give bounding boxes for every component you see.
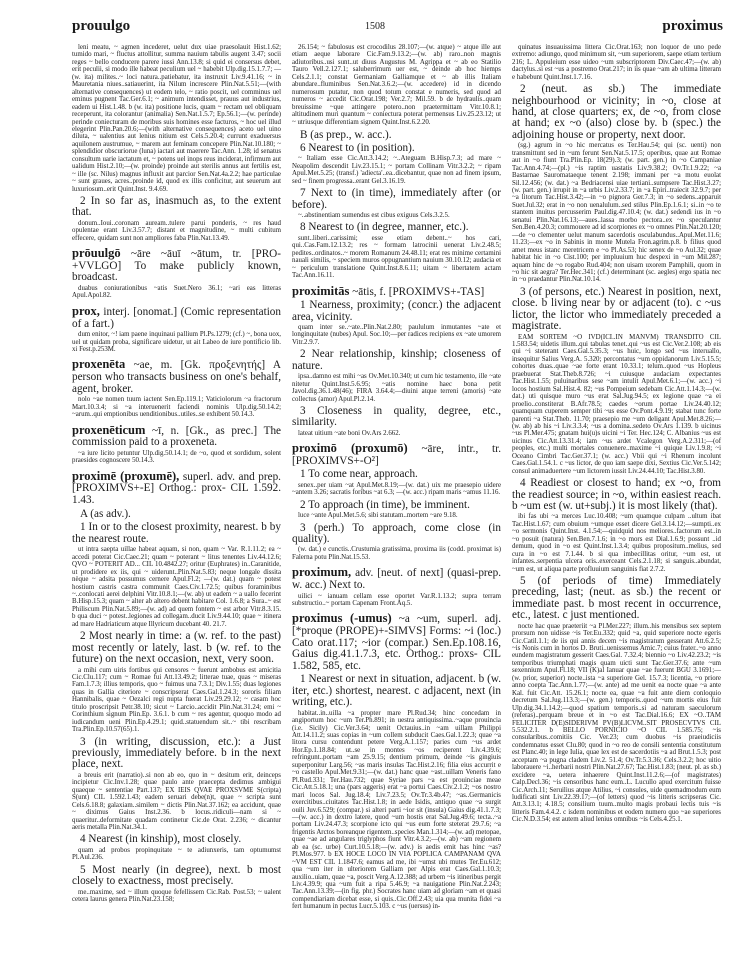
citation-block: quam ad probos propinquitate ~ te adiunxeris, tam optumumst Pl.Aul.236. [72, 846, 281, 862]
citation-block: (sg.) agrum in ~o hic mercatus es Ter.Hau.54; qui (sc. uenti) non transmittunt sed in ~um ferunt Sen.Nat.5.17.5; operibus, quae aut Romae aut in ~o fiunt Tra.Plin.Ep. 18(29).3; (w. part. gen.) in ~o Campaniae Tac.Ann.4.74;—(pl.) ~is raptim uastatis Liv.9.38.2; Ov.Tr.1.9.22; ~a Bastarnae Sauromataeque tenent 2.198; immani per ~a motu euolat Sil.12.456; (w. dat.) ~a Bedriacensi uiae tertiani..sumpsere Tac.Hist.3.27; (w. part. gen.) irrupit in ~a urbis Liv.2.33.7; in ~a Epiri..traiecit 32.9.7; per ~a litorum Tac.Hist.3.42;—in ~o pignora Ger.7.3; in ~o sedens..apparuit Suet.Jul.32; erat in ~o non uenalulum..sed stilus Plin.Ep.1.6.1; si..in ~o te stantem inuitus percusserim Paul.dig.47.10.4; (w. dat.) sedendi ius in ~o senatui Plin.Nat.16.13;—aues..lassa morbo pectora..ex ~o speculantur Sen.Ben.4.20.3; commouere ad id scorpiones ex ~o omnes Plin.Nat.20.120;—de ~o clementer uelut manum sacerdotis osculabundus..Apul.Met.11.6; 11.23;—ex ~o in Sabinis in monte Mutela Fron.agrim.p.8. b filius quod amet meus istanc meretricem e ~o Pl.As.53; hic senex de ~o Aul.32; quae habitat hic in ~o Cist.100; per impluuium huc despexi in ~um Mil.287; aquam hinc de ~o rogabo Rud.404; non uisam uxorem Pamphili, quom in ~o hic sit aegra? Ter.Hec.341; (cf.) determinant (sc. aegles) ergo spatia nec in ~o praedantur Plin.Nat.10.14. [512, 142, 721, 284]
dictionary-entry-head [292, 567, 501, 591]
sense-definition: 3 (of persons, etc.) Nearest in position, next, close. b living near by or adjacent (to). c ~us lictor, the lictor who immediately preceded a magistrate. [512, 285, 721, 333]
sense-definition: 2 To approach (in time), be imminent. [300, 498, 470, 511]
citation-block: ~ Italiam esse Cic.Att.3.14.2; ~..Ateguam B.Hisp.7.3; ad mare ~ Neapolim descendit Liv.23.15.1; ~ portam Collinam Vitr.3.2.2; ~ ripam Apul.Met.5.25; (transf.) 'adiecta'..ea..dicebantur, quae non ad finem ipsum, sed ~ finem progressa..erant Gel.3.16.19. [292, 155, 501, 185]
citation-block: duabus coniurationibus ~atis Suet.Nero 36.1; ~ari eas litteras Apul.Apol.82. [72, 285, 281, 300]
citation-block: uilici ~ ianuam cellam esse oportet Var.R.1.13.2; supra terram substructio..~ portam Capenam Front.Aq.5. [292, 592, 501, 607]
left-guide-word: prouulgo [72, 18, 131, 34]
citation-block: sunt..liberi..carissimi; esse etiam debent..~ hos cari, qui..Cas.Fam.12.13.2; res ~ formam latrocinii uenerat Liv.2.48.5; pedites..ordinatos..~ morem Romanum 24.48.11; erat res minime certamini nauali similis, ~ speciem muros oppugnantium nauium 30.10.12; audacia et ~ periculum translatione Quint.Inst.8.6.11; uitam ~ libertatem actam Tac.Ann.16.11. [292, 234, 501, 280]
sense-definition: 4 Readiest or closest to hand; ex ~o, from the readiest source; in ~o, within easiest reach. b ~um est (w. ut+subj.) it is most likely (that). [512, 477, 721, 512]
entry-etymology: ~ae, m. [Gk. προξενητής] A person who transacts business on one's behalf, agent, broker. [72, 359, 281, 395]
sense-definition: 1 Nearest or next in situation, adjacent. b (w. iter, etc.) shortest, nearest. c adjacent, next (in writing, etc.). [292, 673, 501, 709]
sense-definition: 1 To come near, approach. [300, 468, 418, 481]
entry-etymology: ~ī, n. [Gk., as prec.] The commission paid to a proxeneta. [72, 424, 281, 449]
entry-etymology: ~a ~um, superl. adj. [*proque (PROPE)+-SIMVS] Forms: ~i (loc.) Cato orat.117; ~ior (compar.) Sen.Ep.108.16, Gaius dig.41.1.7.3, etc. Orthog.: proxs- CIL 1.582, 585, etc. [292, 613, 501, 672]
column-left [72, 44, 281, 906]
citation-block: quinatus insuauissima littera Cic.Orat.163; non loquor de uno pede extremo: adiungo, quod minimum sit, ~um superiorem, saepe etiam tertium 216; L. Appuleium esse uideo ~um subscriptorem Div.Caec.47;—(w. ab) dactylus..si est ~us a postremo Orat.217; in iis quae ~am ab ultima litteram e habebunt Quint.Inst.1.7.16. [512, 44, 721, 81]
citation-block: leni meatu, ~ agmen incederet, uelut dux uiae praesolauit Hist.1.62; tumido mari, ~ fluctus attollitur, summa nauium tabulis augent 3.47; socii reges ~ bello conducere parere iussi Ann.13.8; si quid ei consersus debet, erit peculii, si modo ille habeat peculium uel ~ habebit Ulp.dig.15.1.7.7; —(w. ita) milites..~ loci natura..patiebatur, ita instruxit Liv.9.41.16; ~ in Mauretania niues..satiauerint, ita Nilum increscere Plin.Nat.5.51;—(with alternative consequences) ut eodem telo, ~ ratio poscit, uel comminus uel eminus pugnent Tac.Ger.6.1; ~ animum intendisset, prauus aut industrius, eadem ui Hist.1.48. b (w. ita) positione lucis, quam ~ rectam uel obliquam receperunt, ita colorantur (animalia) Sen.Nat.1.5.7; Ep.56.1;—(w. perinde) perinde coniecturam de moribus suis homines esse facturos, ~ hoc uel illud elegerint Plin.Pan.20.6;—(with alternative consequences) aceto uel uino diluta, ~ ualentius aut lenius nitium est Cels.5.20.4; currunt exaduersus aquilonem austrumue, ~ marem aut feminam concepere Plin.Nat.10.180; ~ splendidior obscuriorue (luna) iactari aut maerere Tac.Ann. 1.28; id senatus consultum uarie iactatum et, ~ potens uel inops reus inciderat, infirmum aut ualidum Hist.2.10;—(w. proinde) proinde aut sterilis annus aut fertilis est, ~ ille (sc. Nilus) magnus influxit aut parcior Sen.Nat.4a.2.2; hae particulae ~ sunt graues, acres..proinde id, quod ex illis conficitur, aut seuerum aut luxuriosum..erit Quint.Inst. 9.4.69. [72, 44, 281, 193]
citation-block: lateat uitium ~ate boni Ov.Ars 2.662. [298, 429, 401, 437]
headword: proximitās [292, 283, 350, 298]
section-label: A (as adv.). [80, 508, 131, 521]
headword: prox, [72, 303, 100, 318]
column-middle [292, 44, 501, 914]
sense-definition: 2 Near relationship, kinship; closeness of nature. [292, 348, 501, 372]
entry-etymology: ~ātis, f. [PROXIMVS+-TAS] [349, 285, 485, 298]
entry-etymology: adv. [neut. of next] (quasi-prep. w. acc.) Next to. [292, 567, 501, 591]
citation-block: a mihi cum uiris fortibus qui censores ~ fuerunt ambobus est amicitia Cic.Clu.117; cum ~ Romae fui Att.13.49.2; litterae tuae, quas ~ miseras Fam.1.7.3; illius temporis, quo ~ fuimus una 7.3.1; Div.1.55; duas legiones quas in Gallia citeriore ~ conscripserat Caes.Gal.1.24.3; sororis filiam Hannibalis, quae ~ Oezalci regi nupta fuerat Liv.29.29.12; ~ casam hoc titulo proscripsit Petr.38.10; sicut ~ Larcio..accidit Plin.Nat.31.24; emi ~ Corinthium signum Plin.Ep. 3.6.1. b cum ~ res agentur, quoquo modo ad iudicandum ueni Plin.Ep.4.29.1; quid..statuendum sit..~ tibi rescribam Tra.Plin.Ep.10.57(65).1. [72, 666, 281, 734]
sense-definition: 5 Most nearly (in degree), next. b most closely to exactness, most precisely. [72, 863, 281, 888]
sense-definition: 3 (in writing, discussion, etc.): a Just previously, immediately before. b in the next place, next. [72, 735, 281, 771]
citation-block: ipsa..damno est mihi ~as Ov.Met.10.340; ut cum hic testamento, ille ~ate nitetur Quint.Inst.5.6.95; ~atis nomine haec bona petit Javol.dig.36.1.48(46); FIRA 3.64.4;—diuini atque terreni (amoris) ~ate collectus (amor) Apul.Pl.2.14. [292, 373, 501, 403]
citation-block: donum..Ioui..coronam auream..tulere parui ponderis, ~ res haud opulentae erant Liv.3.57.7; distant et magnitudine, ~ multi cubitum effecere, quidam sunt non ampliores faba Plin.Nat.13.49. [72, 219, 281, 242]
dictionary-entry-head [72, 359, 281, 395]
right-guide-word: proximus [662, 18, 723, 34]
citation-block: dum enitor, ~! iam paene inquinaui pallium Pl.Ps.1279; (cf.) ~, bona uox, uel ut quidam proba, significare uidetur, ut ait Labeo de iure pontificio lib. xi Fest.p.253M. [72, 331, 281, 354]
page-number: 1508 [365, 21, 385, 32]
citation-block: ~..abstinentiam sumendus est cibus exiguus Cels.3.2.5. [298, 212, 450, 220]
entry-etymology: ~āre, intr., tr. [PROXIMVS+-O²] [292, 443, 502, 467]
citation-block: luce ~ante Apul.Met.5.6; sibi statutam..mortem ~are 9.18. [298, 512, 458, 520]
citation-block: (w. dat.) e cunctis..Crustumia gratissima, proxima iis (codd. proximat is) Falerna potu Plin.Nat.15.53. [292, 546, 501, 561]
sense-definition: 8 Nearest to (in degree, manner, etc.). [300, 221, 469, 234]
citation-block: me..maxime, sed ~ illum quoque fefellissem Cic.Rab. Post.53; ~ ualent cetera laurus genera Plin.Nat.23.158; [72, 888, 281, 903]
citation-block: quam inter se..~ate..Plin.Nat.2.80; paululum inmutantes ~ate et longinquitate (nubes) Apul. Soc.10;—per radices recipiens ex ~ate umorem Vitr.2.9.7. [292, 324, 501, 346]
headword: proximum, [292, 565, 352, 580]
citation-block: ~a iure licito petuntur Ulp.dig.50.14.1; de ~o, quod et sordidum, solent praesides cognoscere 50.14.3. [72, 449, 281, 465]
citation-block: senex..per uiam ~at Apul.Met.8.19;—(w. dat.) uix me praesepio uidere ~antem 3.26; sacratis foribus ~at 6.3; —(w. acc.) ripam maris ~amus 11.16. [292, 481, 501, 497]
dictionary-entry-head [292, 613, 501, 672]
sense-definition: 1 In or to the closest proximity, nearest. b by the nearest route. [72, 521, 281, 545]
sense-definition: 2 In so far as, inasmuch as, to the extent that. [72, 195, 281, 219]
citation-block: nocte hac quae praeteriit ~a Pl.Mer.227; illum..his mensibus sex septem prorsum non uidisse ~is Ter.Eu.332; quid ~a, quid superiore nocte egeris Cic.Catil.1.1; de iis qui annis decem ~is magistratum gesserant Att.6.2.5; ~is Nonis cum in hortos D. Bruti..uenissemus Amic.7; cuius frater..~o anno eundem magistratum gesserit Caes.Gal. 7.32.4; biennio ~o Liv.42.23.2; ~is temporibus triumphati magis quam uicti sunt Tac.Ger.37.6; ante ~um sexennium Apul.Fl.18; VII (K)al Ianuar quae ~ae fuerunt BGU 3.1691;—(w. prior, superior) nocte..ista ~a superiore Gel. 15.7.3; licentia, ~o priore anno coepta Tac.Ann.1.77;—(w. ante) ad me uenit ea nocte quae ~a ante Kal. fuit Cic.Att. 15.26.1; nocte ea, quae ~a fuit ante diem conloquio decretum Sal.Jug.113.3;—(w. gen.) temporis..quod ~um mortis eius fuit Ulp.dig.34.1.14.2;—quod spatium temporis..si ad naturam saeculorum (referas)..perquam breue et in ~o est Tac.Dial.16.6; EX ~O..TAM FELICITER D(E)SIDERIVM PV(B)LICVM..SIT PROSECVTVS CIL 5.532.2.1. b BELLO PORNICIO ~O CIL 1.585.75; ~is consularibus..comitiis Cic. Ver.23; cum duobus ~is praeiudiciis condemnatus esset Clu.80; quod in ~o reo de consili sententia constitutum est Planc.40; in lege Iulia, quae lex est de sacerdotiis ~a ad Brut.1.5.3; post acceptam ~a pugna cladem Liv.2. 51.4; Ov.Tr.5.3.36; Cels.3.2.2; hoc uitio laborauere ~i..herbarii nostri Plin.Nat.27.67; Tac.Hist.1.83; (neut. pl. as sb.) excidere ~a, uetera inhaerere Quint.Inst.11.2.6;—(of magistrates) Calp.Decl.36; ~is censoribus hanc eum..L. Lucullo apud exercitum fuisse Cic.Arch.11; Seruilius atque Atilius, ~i consules, uide quemadmodum eum ludificati sint Liv.22.39.17;—(of letters) quod ~is litteris scripseras Cic. Att.3.13.1; 4.18.5; consilium tuum..multo magis probaui lectis tuis ~is litteris Fam.4.4.2. c isdem nominibus et eodem numero quo ~ae superiores Cic.N.D.3.54; est autem aliud lenius omnibus ~is Cels.4.25.1. [512, 622, 721, 824]
sense-definition: 4 Nearest (in kinship), most closely. [80, 833, 242, 846]
sense-definition: 2 Most nearly in time: a (w. ref. to the past) most recently or lately, last. b (w. ref. to the future) on the next occasion, next, very soon. [72, 630, 281, 666]
column-right [512, 44, 721, 827]
citation-block: a breuis erit (narratio)..si non ab eo, quo in ~ desitum erit, deinceps incipietur Cic.Inv.1.28; quae paulo ante praecepta dedimus ambigui quaeque ~ sententiae Part.137; EX IEIS QVAE PROXSVME S(cripta) S(unt) CIL 1.592.1.43; eadem seruari debe(n)t, quae ~ scripta sunt Cels.6.18.8; galaxiam..similem ~ dictis Plin.Nat.37.162; ea accidunt, quae ~ diximus Gaius Inst.2.36. b locus..ridiculi—nam si ~ quaeritur..deformitate quadam continetur Cic.de Orat. 2.236; ~ dicantur aeris metalla Plin.Nat.34.1. [72, 771, 281, 831]
dictionary-entry-head [72, 248, 281, 284]
dictionary-entry-head [72, 422, 281, 449]
citation-block: EAM SORTEM ~O IVD(ICI..IN MANVM) TRANSDITO CIL 1.583.54; uidetis illum..qui tabulas tenet..qui ~us est Cic.Ver.2.108; ab eis qui ~i steterant Caes.Gal.5.35.3; ~us huic, longo sed ~us interuallo, insequitur Salius Verg.A. 5.320; percontatus ~um oppidanorum Liv.5.15.5; cohortes duas..quae ~ae forte erant 10.33.1; telum..quod ~us Hopleus praebuerat Stat.Theb.8.726; ~i cuiusque audaciam expectantes Tac.Hist.1.55; puluinaribus sese ~am intulit Apul.Met.6.1;—(w. acc.) ~i locos hostium Sal.Hist.4. 82; ~us Pompeium sedebam Cic.Att.1.14.3;—(w. dat.) uti quisque muro ~us erat Sal.Jug.94.5; ex legione quae ~a ei proelio..constiterat B.Afr.78.5; caedes ~orum portae Liv.24.40.12; quamquam cuperem semper tibi ~us esse Ov.Pont.4.9.19; stabat tunc forte parenti ~a Stat.Theb. 11.70; praesepio me ~um deligant Apul.Met.8.26;—(w. ab) ab his ~i Liv.3.3.4; ~us a domina..sedeto Ov.Ars 1.139. b uicinus ~us Pl.Mer.475; gnatam hui(u)s uicini ~i Ter. Hec.124; C. Albanius ~us est uicinus Cic.Att.13.31.4; iam ~us ardet Vcalegon Verg.A.2.311;—(of peoples, etc.) multi mortales conuenere..maxime ~i quique Liv.1.9.8; ~i Oceano Cimbri Tac.Ger.37.1; (w. acc.) Vbii qui ~i Rhenum incolunt Caes.Gal.1.54.1. c ~us lictor, de quo iam saepe dixi, Sextius Cic.Ver.5.142; consul animaduertere ~um lictorem iussit Liv.24.44.10; Tac.Hist.3.80. [512, 333, 721, 475]
sense-definition: 6 Nearest to (in position). [300, 141, 415, 154]
entry-etymology: interj. [onomat.] (Comic representation of a fart.) [72, 305, 281, 330]
entry-etymology: superl. adv. and prep. [PROXIMVS+-E] Orthog.: prox- CIL 1.592. 1.43. [72, 470, 281, 506]
citation-block: 26.154; ~ fabulosus est crocodilus 28.107;—(w. atque) ~ atque ille aut etiam aeque laborare Cic.Fam.9.13.2;—(w. ab) raro..non magnis adiutoribus..usi sunt..ut diuus Augustus M. Agrippa et ~ ab eo Statilio Tauro Vell.2.127.1; saluberrimum uer est, ~ deinde ab hoc hiemps Cels.2.1.1; constat Germaniam Galliamque et ~ ab illis Italiam abundare..fluminibus Sen.Nat.3.6.2;—(w. accedere) id in dicendo numerosum putatur, non quod totum constat e numeris, sed quod ad numeros ~ accedit Cic.Orat.198; Ver.2.7; Mil.59. b de hydraulis..quam breuissime ~que attingere potero..non praetermittam Vitr.10.8.1; altitudinem muri quantum ~ coniectura poterat permensus Liv.25.23.12; ut ~ utriusque differentiam signem Quint.Inst.6.2.20. [292, 44, 501, 126]
headword: proximus (-umus) [292, 611, 392, 626]
sense-definition: 7 Next to (in time), immediately after (or before). [292, 187, 501, 211]
headword: proximē (proxumē), [72, 468, 180, 483]
headword: proximō (proxumō) [292, 441, 408, 456]
citation-block: ut intra saepta uillae habeat aquam, si non, quam ~ Var. R.1.11.2; ea ~ accedi poterat Cic.Caec.21; quam ~ poterant ~ litus tenentes Liv.44.12.6; QVO ~ POTERIT AD... CIL 10.4842.27; oritur (Euphrates) in..Caranitide, ut prodidere ex iis, qui ~ uiderunt..Plin.Nat.5.83; neque longale dissita nèque ~ adsita possumus cernere Apul.Fl.2; —(w. dat.) quam ~ potest hostium castris castra communit Caes.Civ.1.72.5; quibus foraminibus ~..conlocati aerei delphini Vitr.10.8.1;—(w. ab) ut eadem ~ a uallo fecerint B.Hisp.15.3; quam ~ alter ab altero debent habitare Col. 1.6.8; a Sura..~ est Philiscum Plin.Nat.5.89;—(w. ad) ad quem fontem ~ est arbor Vitr.8.3.15. b qua duci ~ potest..legiones ad collegam..ducit Liv.9.44.10; quae ~ itinera ad mare Hadriaticum atque Illyricum ducebant 40. 21.7. [72, 546, 281, 628]
dictionary-entry-head [292, 283, 501, 299]
headword: prōuulgō [72, 246, 121, 261]
dictionary-entry-head [72, 303, 281, 330]
sense-definition: 2 (neut. as sb.) The immediate neighbourhood or vicinity; in ~o, close at hand, at close quarters; ex, de ~o, from close at hand; ex ~o (also) close by. b (spec.) the adjoining house or property, next door. [512, 83, 721, 141]
section-label: B (as prep., w. acc.). [300, 128, 392, 141]
dictionary-entry-head [292, 443, 501, 467]
citation-block: habitat..in..uilla ~a propter mare Pl.Rud.34; hinc concedam in angiportum hoc ~um Ter.Ph.891; in uestra antiquissima..~aque prouincia (i.e. Sicily) Cic.Ver.3.64; uenit Octauius..in ~am uillam Philippi Att.14.11.2; suas copias in ~um collem subducit Caes.Gal.1.22.3; quae ~a litora cursu contendunt petere Verg.A.1.157; paries cum ~us ardet Hor.Ep.1.18.84; ut..se in montes ~os reciperent Liv.4.39.6; refringunt..portam ~am 25.9.15; dentium primum, deinde ~is gingiuis superponitur Larg.56; ~as maris insulas Tac.Hist.2.16; filia eius accurrit e ~o castello Apul.Met.9.31;—(w. dat.) hanc quae ~ast..uillam Veneris fano Pl.Rud.331; Ter.Hau.732; quae Syriae pars ~a est prouinciae meae Cic.Att.5.18.1; una (pars aggeris) erat ~a portui Caes.Civ.2.1.2; ~os nostro mari locos Sal. Jug.18.4; Liv.7.23.5; Ov.Tr.3.4b.47; ~as..Germanicis exercitibus..ciuitates Tac.Hist.1.8; in aede Isidis, antiquo quae ~a surgit ouili Juv.6.529; (compar.) si alteri parti ~ior sit (insula) Gaius dig.41.1.7.3;—(w. acc.) in dextro latere, quod ~um hostis erat Sal.Jug.49.6; tecta..~a portam Liv.24.47.3; scorpione icto qui ~us eum forte steterat 29.7.6; ~a frigentis Arctos boreanque rigentem..species Man.1.314;—(w. ad) metopae, quae ~ae ad angulares triglyphos fiunt Vitr.4.3.2;—(w. ab) ~am regionem ab ea (sc. urbe) Curt.10.5.18;—(w. adv.) is aedis emit has hinc ~as? Pl.Mos.977. b EX HOCE LOCO IN VIA POPLICA CAMPANAM QVA ~VM EST CIL 1.1847.6; eamus ad me, ibi ~umst ubi mutes Ter.Eu.612; qua ~um iter in ulteriorem Galliam per Alpis erat Caes.Gal.1.10.3; auxilio..uiam, quae ~a, poscit Verg.A.12.388; ad urbem ~is itineribus pergit Liv.4.39.9; qua ~um fuit a ripa 5.46.9; ~a nauigatione Plin.Nat.2.243; Tac.Ann.13.39;—(in fig. phr.) Socrates hanc uiam ad gloriam ~am et quasi compendiariam dicebat esse, si quis..Cic.Off.2.43; uia qua munita fidei ~a fert humanum in pectus Lucr.5.103. c ~us (uersus) in- [292, 709, 501, 911]
citation-block: nolo ~ae nomen tuum iactent Sen.Ep.119.1; Vaticiolorum ~a fractorum Mart.10.3.4; si ~a interuenerit faciendi nominis Ulp.dig.50.14.2; ~arum..qui emptionibus uenditionibus..utiles..se exhibent 50.14.3. [72, 396, 281, 419]
entry-etymology: ~āre ~āuī ~ātum, tr. [PRO-+VVLGO] To make publicly known, broadcast. [72, 248, 281, 284]
sense-definition: 5 (of periods of time) Immediately preceding, last; (neut. as sb.) the recent or immediate past. b most recent in occurrence, etc., latest. c just mentioned. [512, 574, 721, 622]
sense-definition: 3 Closeness in quality, degree, etc., similarity. [292, 404, 501, 429]
headword: proxenēta [72, 357, 126, 372]
citation-block: ibi fas ubi ~a merces Luc.10.408; ~um quamque culpam ..ultum ibat Tac.Hist.1.67; cum obuium ~umque esset dicere Gel.3.14.12;—sumpti..ex ~o sermonis Quint.Inst. 4.1.54;—quidquid nos meliores..factorum est..in ~o posuit (natura) Sen.Ben.7.1.6; in ~o mors est Dial.1.6.9; possunt ..id demum, quod in ~o est Quint.Inst.1.3.4; quibus propositum..melius, sed cura in ~o est 7.1.44. b si qua imbecillitas oritur, ~um est, ut infantes..serpentia ulcera oris..exerceant Cels.2.1.18; si sanguis..abundat, ~um est, ut aliqua parte profluuium sanguinis fiat 2.7.2. [512, 513, 721, 573]
sense-definition: 3 (perh.) To approach, come close (in quality). [292, 521, 501, 546]
headword: proxenēticum [72, 422, 146, 437]
sense-definition: 1 Nearness, proximity; (concr.) the adjacent area, vicinity. [292, 299, 501, 323]
dictionary-entry-head [72, 468, 281, 507]
